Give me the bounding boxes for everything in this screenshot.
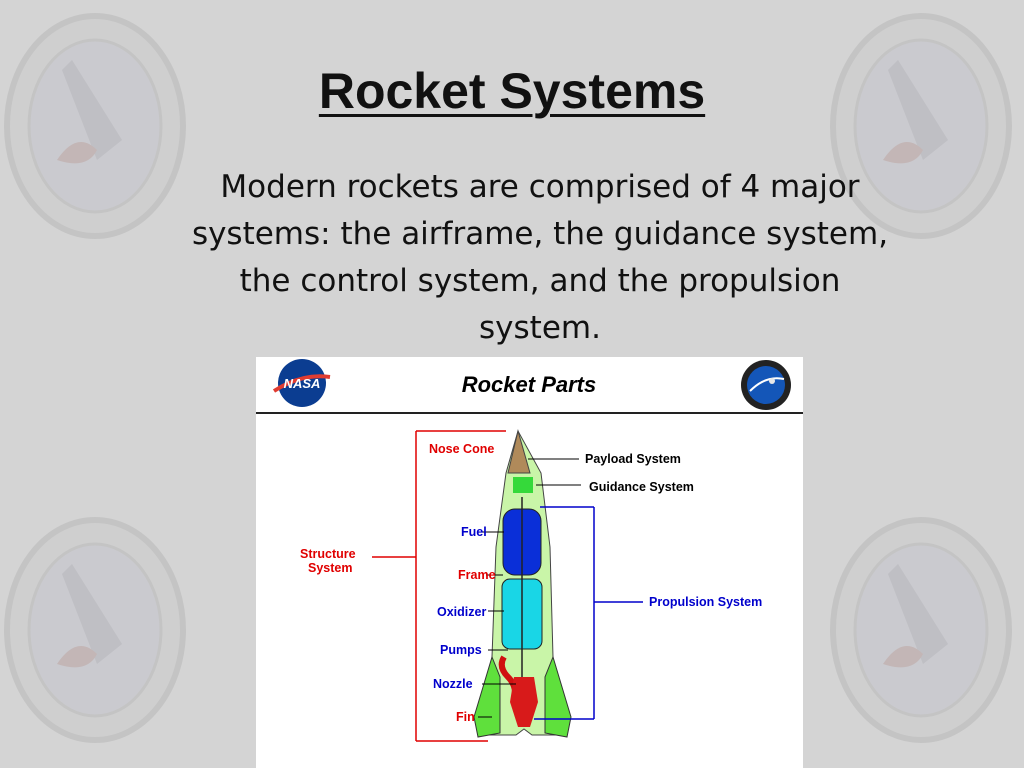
slide-title-text: Rocket Systems (318, 63, 706, 119)
rocket-illustration (474, 431, 571, 737)
label-structure-line2: System (308, 561, 353, 575)
label-nozzle: Nozzle (433, 677, 473, 691)
rocket-parts-svg (256, 357, 803, 768)
label-structure-line1: Structure (300, 547, 356, 561)
exploration-logo-icon (741, 360, 791, 410)
slide-intro-text: Modern rockets are comprised of 4 major systems: the airframe, the guidance system, the control system, and the propulsion system. (191, 169, 889, 346)
label-pumps: Pumps (440, 643, 482, 657)
slide-title (0, 62, 1024, 120)
label-oxidizer: Oxidizer (437, 605, 487, 619)
label-fin: Fin (456, 710, 475, 724)
nasa-logo-text: NASA (283, 376, 321, 391)
label-frame: Frame (458, 568, 496, 582)
label-payload-system: Payload System (585, 452, 681, 466)
seal-bottom-left (2, 514, 188, 746)
seal-bottom-right (828, 514, 1014, 746)
nasa-logo-icon (274, 359, 330, 407)
diagram-title: Rocket Parts (461, 372, 597, 397)
label-fuel: Fuel (461, 525, 487, 539)
seal-top-left (2, 10, 188, 242)
label-nose-cone: Nose Cone (429, 442, 495, 456)
rocket-parts-diagram (256, 357, 803, 768)
label-propulsion-system: Propulsion System (649, 595, 763, 609)
label-guidance-system: Guidance System (589, 480, 694, 494)
